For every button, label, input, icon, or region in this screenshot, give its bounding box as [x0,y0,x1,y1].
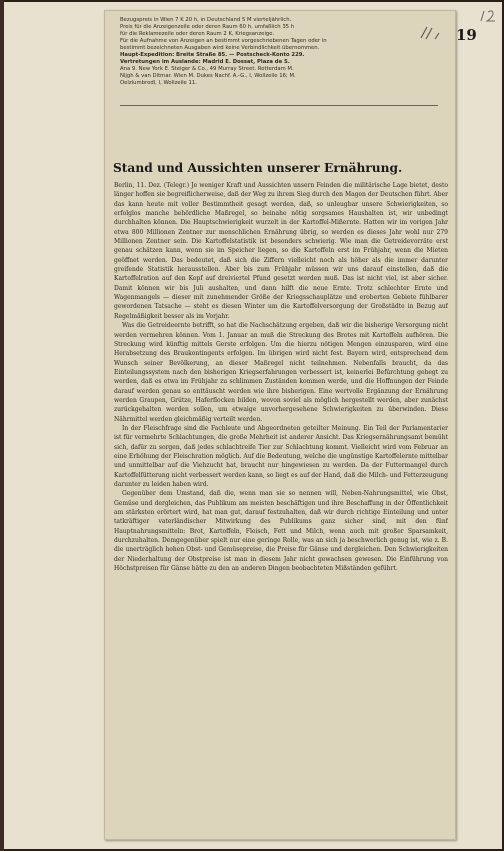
masthead-line: Für die Aufnahme von Anzeigen an bestimmt vorgeschriebenen Tagen oder in [120,38,327,44]
masthead-info [120,17,438,103]
masthead-line: bestimmt bezeichneten Ausgaben wird keine Verbindlichkeit übernommen. [120,45,320,51]
article-paragraph: Berlin, 11. Dez. (Telegr.) Je weniger Kraft und Aussichten unsern Feinden die militärische Lage bietet, desto länger hoffen sie begreiflicherweise, daß der Weg zu ihrem Sieg durch den Magen der Deutschen führt. Aber das kann heute mit voller Bestimmtheit gesagt werden, daß, so unleugbar unsere Schwierigkeiten, so erfolglos manche behördliche Maßregel, so beinahe nötig sorgsames Haushalten ist, wir unbedingt durchhalten können. Die Hauptschwierigkeit wurzelt in der Kartoffel-Mißernte. Hatten wir im vorigen Jahr etwa 800 Millionen Zentner zur menschlichen Ernährung übrig, so werden es dieses Jahr wohl nur 279 Millionen Zentner sein. Die Kartoffelstatistik ist besonders schwierig. Wie man die Getreidevorräte erst genau schätzen kann, wenn sie im Speicher liegen, so die Kartoffeln erst im Frühjahr, wenn die Mieten geöffnet werden. Das bedeutet, daß sich die Ziffern vielleicht noch als höher als die immer darunter greifende Statistik herausstellen. Aber bis zum Frühjahr müssen wir uns darauf einstellen, daß die Kartoffelration auf den Kopf auf dreiviertel Pfund gesetzt werden muß. Das ist nicht viel, ist aber sicher. Damit können wir bis Juli aushalten, und dann hilft die neue Ernte. Trotz schlechter Ernte und Wagenmangels — dieser mit zunehmender Größe der Kriegsschauplätze und eroberten Gebiete fühlbarer gewordenen Tatsache — steht es diesen Winter um die Kartoffelversorgung der Großstädte in Bezug auf Regelmäßigkeit besser als im Vorjahr. [114,182,448,320]
masthead-line: Preis für die Anzeigenzeile oder deren Raum 60 h, umfaßlich 35 h [120,24,295,30]
article-paragraph: In der Fleischfrage sind die Fachleute und Abgeordneten geteilter Meinung. Ein Teil der Parlamentarier ist für vermehrte Schlachtungen, die große Mehrheit ist anderer Ansicht. Das Kriegsernährungsamt bemüht sich, dafür zu sorgen, daß jedes schlachtreife Tier zur Schlachtung kommt. Vielleicht wird vom Februar an eine Erhöhung der Fleischration möglich. Auf die Bedeutung, welche die ungünstige Kartoffelernte mittelbar und unmittelbar auf die Viehzucht hat, braucht nur hingewiesen zu werden. Da der Futtermangel durch Kartoffelfütterung nicht verbessert werden kann, so liegt es auf der Hand, daß die Milch- und Fetterzeugung darunter zu leiden haben wird. [114,424,448,488]
pencil-mark-icon [418,24,442,42]
masthead-line: Nijgh & van Ditmar. Wien M. Dukes Nachf. A.-G., I, Wollzeile 16; M. [120,73,296,79]
newspaper-clipping [104,10,456,840]
masthead-representatives: Vertretungen im Auslande: Madrid E. Dossat, Plaza de S. [120,59,290,65]
masthead-line: Oelzlumbrodl, I, Wollzeile 11. [120,80,197,86]
article-paragraph: Was die Getreideernte betrifft, so hat die Nachschätzung ergeben, daß wir die bisherige Versorgung nicht werden vermehren können. Vom 1. Januar an muß die Streckung des Brotes mit Kartoffeln aufhören. Die Streckung wird künftig mittels Gerste erfolgen. Um die hierzu nötigen Mengen einzusparen, wird eine Herabsetzung des Braukontingents erfolgen. Im übrigen wird nicht fest. Bayern wird, entsprechend dem Wunsch seiner Bevölkerung, an dieser Maßregel nicht teilnehmen. Nebenfalls braucht, da das Einteilungssystem nach den bisherigen Kriegserfahrungen verbessert ist, keinerlei Befürchtung gehegt zu werden, daß es etwa im Frühjahr zu schlimmen Zuständen kommen werde, und die Hoffnungen der Feinde darauf werden genau so enttäuscht werden wie ihre bisherigen. Eine wertvolle Ergänzung der Ernährung werden Graupen, Grütze, Haferflocken bilden, wovon soviel als möglich hergestellt werden, aber zunächst zurückgehalten werden sollen, um etwaige unvorhergesehene Schwierigkeiten zu überwinden. Diese Nährmittel werden gleichmäßig verteilt werden. [114,322,448,423]
masthead-expedition: Haupt-Expedition: Breite Straße 85. — Postscheck-Konto 229. [120,52,305,58]
masthead-line: Bezugspreis in Wien 7 K 20 h, in Deutschland 5 M vierteljährlich. [120,17,292,23]
article-paragraph: Gegenüber dem Umstand, daß die, wenn man sie so nennen will, Neben-Nahrungsmittel, wie Obst, Gemüse und dergleichen, das Publikum am meisten beschäftigen und ihre Beschaffung in der Öffentlichkeit am stärksten erörtert wird, hat man gut, darauf festzuhalten, daß wir durch richtige Einteilung und unter tatkräftiger vaterländischer Mitwirkung des Publikums ganz sicher sind, mit den fünf Hauptnahrungsmitteln: Brot, Kartoffeln, Fleisch, Fett und Milch, wenn auch mit großer Sparsamkeit, durchzuhalten. Demgegenüber spielt nur eine geringe Rolle, was an sich ja beschwerlich genug ist, wie z. B. die unerträglich hohen Obst- und Gemüsepreise, die Preise für Gänse und dergleichen. Den Schwierigkeiten der Niederhaltung der Obstpreise ist man in diesem Jahr nicht gewachsen gewesen. Die Einführung von Höchstpreisen für Gänse hätte zu den an anderen Dingen beobachteten Mißständen geführt. [114,490,448,573]
article-body [114,181,448,839]
header-divider [120,105,438,106]
article-headline: Stand und Aussichten unserer Ernährung. [113,161,403,175]
scrapbook-page [4,2,502,849]
pencil-annotation-icon [478,8,500,24]
masthead-line: für die Reklamezeile oder deren Raum 2 K, Kriegsanzeige. [120,31,275,37]
page-number: 19 [456,26,477,44]
masthead-line: Ana 9. New York E. Steiger & Co., 49 Murray Street. Rotterdam M. [120,66,294,72]
